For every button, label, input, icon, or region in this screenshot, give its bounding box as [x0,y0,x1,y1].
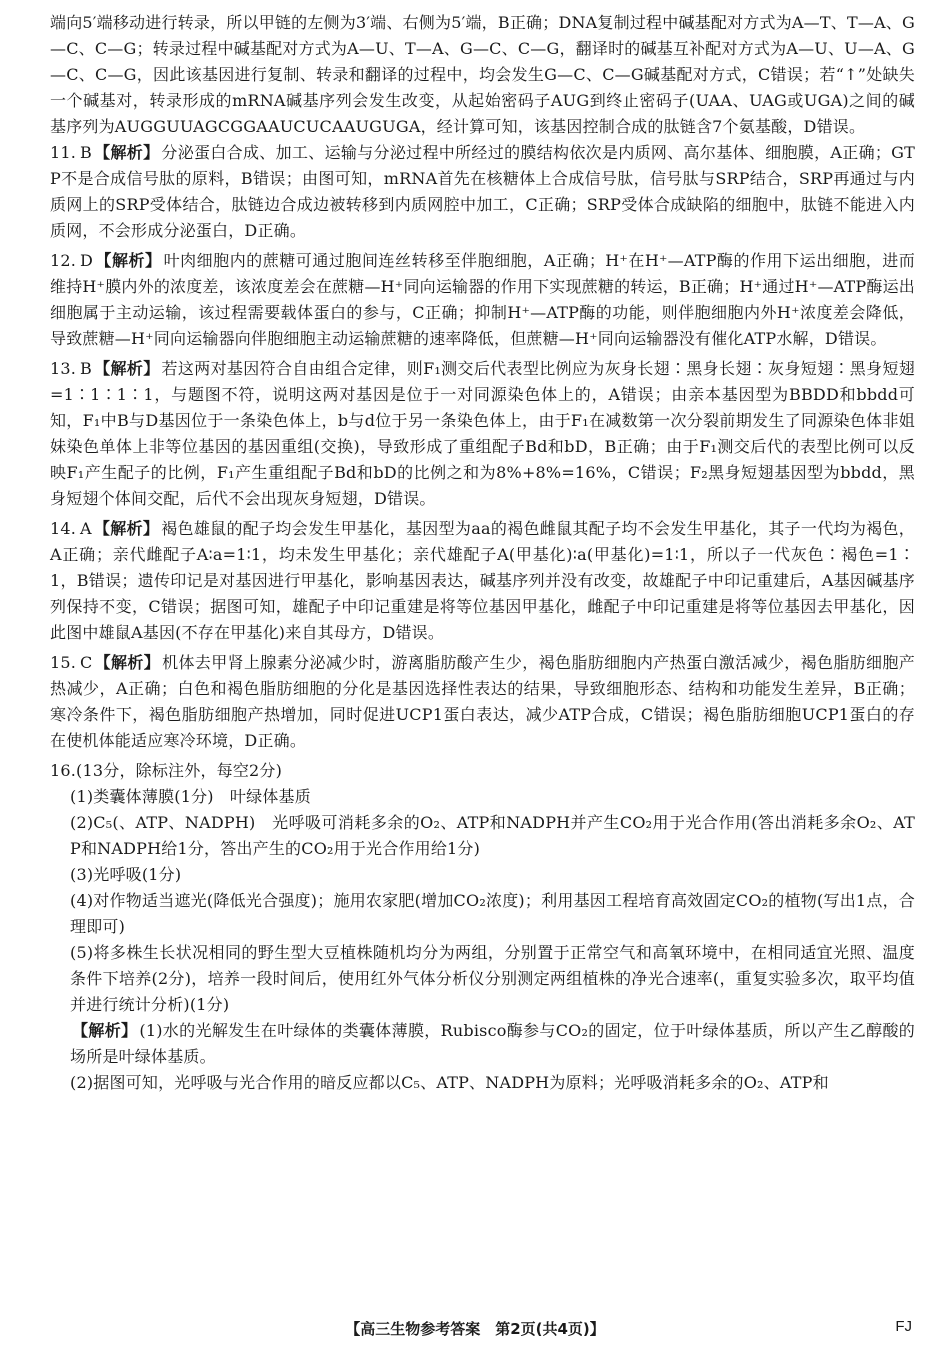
q16-analysis-text-1: (1)水的光解发生在叶绿体的类囊体薄膜，Rubisco酶参与CO₂的固定，位于叶绿体基质，所以产生乙醇酸的场所是叶绿体基质。 [70,1021,915,1066]
q16-analysis-1 [50,1018,915,1070]
q16-answer-4: (4)对作物适当遮光(降低光合强度)；施用农家肥(增加CO₂浓度)；利用基因工程培育高效固定CO₂的植物(写出1点，合理即可) [70,891,915,936]
item-answer: B [80,143,93,162]
page-footer [0,1318,950,1344]
item-number: 11. [50,143,77,162]
item-answer: A [80,519,92,538]
item-number: 12. [50,251,77,270]
answer-item-14 [50,516,915,646]
analysis-tag: 【解析】 [94,143,160,162]
item-explanation: 褐色雄鼠的配子均会发生甲基化，基因型为aa的褐色雌鼠其配子均不会发生甲基化，其子一代均为褐色，A正确；亲代雌配子A∶a=1∶1，均未发生甲基化；亲代雄配子A(甲基化)∶a(甲基化)=1∶1，所以子一代灰色∶褐色=1∶1，B错误；遗传印记是对基因进行甲基化，影响基因表达，碱基序列并没有改变，故雄配子中印记重建后，A基因碱基序列保持不变，C错误；据图可知，雄配子中印记重建是将等位基因甲基化，雌配子中印记重建是将等位基因去甲基化，因此图中雄鼠A基因(不存在甲基化)来自其母方，D错误。 [50,519,915,642]
analysis-tag: 【解析】 [94,359,160,378]
answer-item-15 [50,650,915,754]
item-answer: C [80,653,93,672]
item-answer: B [80,359,93,378]
answer-item-13 [50,356,915,512]
item-explanation: 若这两对基因符合自由组合定律，则F₁测交后代表型比例应为灰身长翅∶黑身长翅∶灰身短翅∶黑身短翅=1∶1∶1∶1，与题图不符，说明这两对基因是位于一对同源染色体上的，A错误；由亲本基因型为BBDD和bbdd可知，F₁中B与D基因位于一条染色体上，b与d位于另一条染色体上，由于F₁在减数第一次分裂前期发生了同源染色体非姐妹染色单体上非等位基因的基因重组(交换)，导致形成了重组配子Bd和bD，B正确；由于F₁测交后代的表型比例可以反映F₁产生配子的比例，F₁产生重组配子Bd和bD的比例之和为8%+8%=16%，C错误；F₂黑身短翅基因型为bbdd，黑身短翅个体间交配，后代不会出现灰身短翅，D错误。 [50,359,915,508]
q16-answer-1: (1)类囊体薄膜(1分) 叶绿体基质 [70,787,311,806]
item-answer: D [80,251,94,270]
continuation-text: 端向5′端移动进行转录，所以甲链的左侧为3′端、右侧为5′端，B正确；DNA复制过程中碱基配对方式为A—T、T—A、G—C、C—G；转录过程中碱基配对方式为A—U、T—A、G—C、C—G，翻译时的碱基互补配对方式为A—U、U—A、G—C、C—G，因此该基因进行复制、转录和翻译的过程中，均会发生G—C、C—G碱基配对方式，C错误；若“↑”处缺失一个碱基对，转录形成的mRNA碱基序列会发生改变，从起始密码子AUG到终止密码子(UAA、UAG或UGA)之间的碱基序列为AUGGUUAGCGGAAUCUCAAUGUGA，经计算可知，该基因控制合成的肽链含7个氨基酸，D错误。 [50,13,915,136]
q16-analysis-2: (2)据图可知，光呼吸与光合作用的暗反应都以C₅、ATP、NADPH为原料；光呼吸消耗多余的O₂、ATP和 [70,1073,829,1092]
q16-answer-3: (3)光呼吸(1分) [70,865,182,884]
item-explanation: 机体去甲肾上腺素分泌减少时，游离脂肪酸产生少，褐色脂肪细胞内产热蛋白激活减少，褐色脂肪细胞产热减少，A正确；白色和褐色脂肪细胞的分化是基因选择性表达的结果，导致细胞形态、结构和功能发生差异，B正确；寒冷条件下，褐色脂肪细胞产热增加，同时促进UCP1蛋白表达，减少ATP合成，C错误；褐色脂肪细胞UCP1蛋白的存在使机体能适应寒冷环境，D正确。 [50,653,915,750]
analysis-tag: 【解析】 [93,519,160,538]
answer-page [50,10,915,1310]
footer-title: 【高三生物参考答案 第2页(共4页)】 [345,1320,605,1338]
answer-item-11 [50,140,915,244]
q16-answer-2: (2)C₅(、ATP、NADPH) 光呼吸可消耗多余的O₂、ATP和NADPH并产生CO₂用于光合作用(答出消耗多余O₂、ATP和NADPH给1分，答出产生的CO₂用于光合作用给1分) [70,813,915,858]
footer-code: FJ [895,1318,912,1335]
q16-header: 16.(13分，除标注外，每空2分) [50,761,283,780]
analysis-tag: 【解析】 [94,653,161,672]
item-explanation: 叶肉细胞内的蔗糖可通过胞间连丝转移至伴胞细胞，A正确；H⁺在H⁺—ATP酶的作用下运出细胞，进而维持H⁺膜内外的浓度差，该浓度差会在蔗糖—H⁺同向运输器的作用下实现蔗糖的转运，B正确；H⁺通过H⁺—ATP酶运出细胞属于主动运输，该过程需要载体蛋白的参与，C正确；抑制H⁺—ATP酶的功能，则伴胞细胞内外H⁺浓度差会降低，导致蔗糖—H⁺同向运输器向伴胞细胞主动运输蔗糖的速率降低，但蔗糖—H⁺同向运输器没有催化ATP水解，D错误。 [50,251,915,348]
answer-item-12 [50,248,915,352]
item-number: 14. [50,519,77,538]
item-explanation: 分泌蛋白合成、加工、运输与分泌过程中所经过的膜结构依次是内质网、高尔基体、细胞膜，A正确；GTP不是合成信号肽的原料，B错误；由图可知，mRNA首先在核糖体上合成信号肽，信号肽与SRP结合，SRP再通过与内质网上的SRP受体结合，肽链边合成边被转移到内质网腔中加工，C正确；SRP受体合成缺陷的细胞中，肽链不能进入内质网，不会形成分泌蛋白，D正确。 [50,143,915,240]
item-number: 15. [50,653,77,672]
q16-answer-5: (5)将多株生长状况相同的野生型大豆植株随机均分为两组，分别置于正常空气和高氧环境中，在相同适宜光照、温度条件下培养(2分)，培养一段时间后，使用红外气体分析仪分别测定两组植株的净光合速率(，重复实验多次，取平均值并进行统计分析)(1分) [70,943,915,1014]
item-number: 13. [50,359,77,378]
analysis-tag: 【解析】 [95,251,162,270]
analysis-tag: 【解析】 [72,1021,138,1040]
answer-item-16 [50,758,915,1096]
